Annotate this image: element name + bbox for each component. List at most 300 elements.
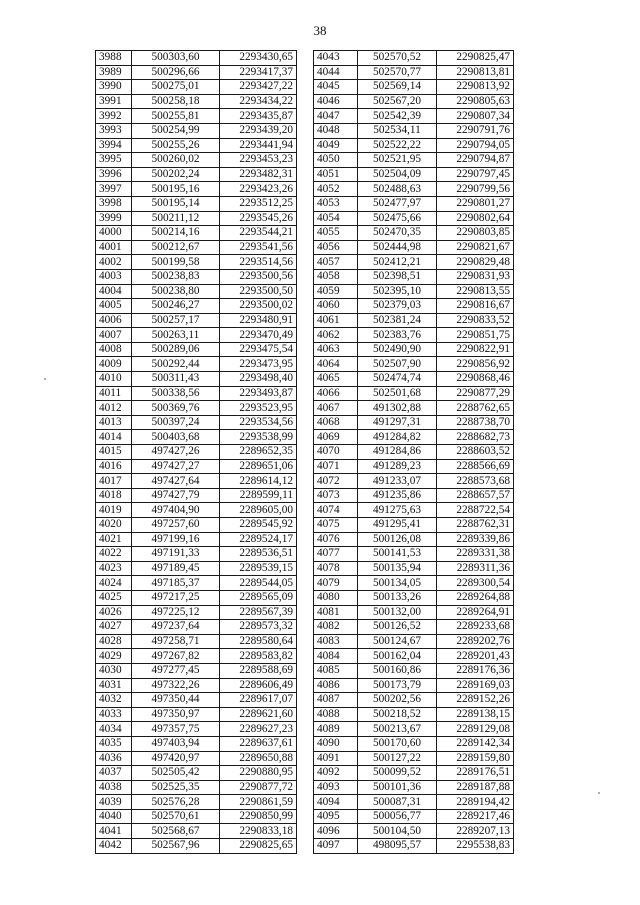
y-coordinate: 2290807,34 — [437, 109, 514, 124]
point-number: 4063 — [314, 342, 358, 357]
x-coordinate: 502567,20 — [358, 94, 437, 109]
x-coordinate: 500160,86 — [358, 663, 437, 678]
x-coordinate: 500134,05 — [358, 576, 437, 591]
table-row — [96, 532, 297, 547]
table-row — [96, 693, 297, 708]
x-coordinate: 502398,51 — [358, 269, 437, 284]
table-row — [314, 824, 514, 839]
table-row — [96, 488, 297, 503]
y-coordinate: 2293417,37 — [220, 65, 297, 80]
point-number: 4067 — [314, 401, 358, 416]
x-coordinate: 500211,12 — [132, 211, 220, 226]
table-row — [96, 605, 297, 620]
x-coordinate: 500202,56 — [358, 693, 437, 708]
x-coordinate: 502505,42 — [132, 766, 220, 781]
table-row — [314, 663, 514, 678]
table-row — [314, 474, 514, 489]
x-coordinate: 500195,16 — [132, 182, 220, 197]
point-number: 4031 — [96, 678, 132, 693]
x-coordinate: 500214,16 — [132, 226, 220, 241]
table-row — [96, 445, 297, 460]
y-coordinate: 2293439,20 — [220, 123, 297, 138]
y-coordinate: 2289588,69 — [220, 663, 297, 678]
table-row — [314, 445, 514, 460]
point-number: 3988 — [96, 51, 132, 66]
point-number: 4006 — [96, 313, 132, 328]
y-coordinate: 2290821,67 — [437, 240, 514, 255]
point-number: 4081 — [314, 605, 358, 620]
point-number: 4036 — [96, 751, 132, 766]
table-row — [314, 196, 514, 211]
y-coordinate: 2293500,02 — [220, 299, 297, 314]
x-coordinate: 500338,56 — [132, 386, 220, 401]
point-number: 4089 — [314, 722, 358, 737]
point-number: 4050 — [314, 153, 358, 168]
point-number: 4057 — [314, 255, 358, 270]
y-coordinate: 2293470,49 — [220, 328, 297, 343]
scan-speck — [598, 792, 600, 794]
point-number: 4083 — [314, 634, 358, 649]
point-number: 4054 — [314, 211, 358, 226]
point-number: 4014 — [96, 430, 132, 445]
point-number: 4097 — [314, 839, 358, 854]
point-number: 4058 — [314, 269, 358, 284]
table-row — [96, 182, 297, 197]
table-row — [96, 153, 297, 168]
y-coordinate: 2290799,56 — [437, 182, 514, 197]
y-coordinate: 2290850,99 — [220, 809, 297, 824]
y-coordinate: 2290829,48 — [437, 255, 514, 270]
y-coordinate: 2289567,39 — [220, 605, 297, 620]
table-row — [96, 109, 297, 124]
x-coordinate: 500202,24 — [132, 167, 220, 182]
table-row — [96, 167, 297, 182]
y-coordinate: 2290813,55 — [437, 284, 514, 299]
y-coordinate: 2289233,68 — [437, 620, 514, 635]
table-row — [314, 269, 514, 284]
table-row — [314, 342, 514, 357]
point-number: 4026 — [96, 605, 132, 620]
table-row — [314, 707, 514, 722]
point-number: 4009 — [96, 357, 132, 372]
x-coordinate: 500099,52 — [358, 766, 437, 781]
point-number: 4056 — [314, 240, 358, 255]
y-coordinate: 2290794,87 — [437, 153, 514, 168]
point-number: 4086 — [314, 678, 358, 693]
table-row — [314, 532, 514, 547]
x-coordinate: 497267,82 — [132, 649, 220, 664]
x-coordinate: 500238,83 — [132, 269, 220, 284]
point-number: 4020 — [96, 518, 132, 533]
x-coordinate: 491284,82 — [358, 430, 437, 445]
point-number: 4068 — [314, 415, 358, 430]
point-number: 4027 — [96, 620, 132, 635]
y-coordinate: 2289129,08 — [437, 722, 514, 737]
point-number: 4066 — [314, 386, 358, 401]
y-coordinate: 2289194,42 — [437, 795, 514, 810]
point-number: 4053 — [314, 196, 358, 211]
x-coordinate: 497427,64 — [132, 474, 220, 489]
table-row — [96, 65, 297, 80]
x-coordinate: 500104,50 — [358, 824, 437, 839]
y-coordinate: 2290805,63 — [437, 94, 514, 109]
table-row — [314, 226, 514, 241]
point-number: 4025 — [96, 590, 132, 605]
x-coordinate: 502542,39 — [358, 109, 437, 124]
point-number: 4042 — [96, 839, 132, 854]
table-row — [314, 284, 514, 299]
point-number: 3995 — [96, 153, 132, 168]
y-coordinate: 2289207,13 — [437, 824, 514, 839]
x-coordinate: 502488,63 — [358, 182, 437, 197]
x-coordinate: 497322,26 — [132, 678, 220, 693]
x-coordinate: 500260,02 — [132, 153, 220, 168]
x-coordinate: 497185,37 — [132, 576, 220, 591]
point-number: 4043 — [314, 51, 358, 66]
coordinates-table-left — [95, 50, 297, 854]
point-number: 4041 — [96, 824, 132, 839]
table-row — [96, 80, 297, 95]
x-coordinate: 502576,28 — [132, 795, 220, 810]
table-row — [96, 663, 297, 678]
y-coordinate: 2288762,31 — [437, 518, 514, 533]
y-coordinate: 2293441,94 — [220, 138, 297, 153]
page-number: 38 — [313, 23, 327, 38]
point-number: 4077 — [314, 547, 358, 562]
table-row — [314, 357, 514, 372]
y-coordinate: 2293541,56 — [220, 240, 297, 255]
y-coordinate: 2290833,52 — [437, 313, 514, 328]
point-number: 4074 — [314, 503, 358, 518]
table-row — [314, 65, 514, 80]
table-row — [96, 561, 297, 576]
x-coordinate: 502504,09 — [358, 167, 437, 182]
point-number: 4046 — [314, 94, 358, 109]
point-number: 4061 — [314, 313, 358, 328]
point-number: 3990 — [96, 80, 132, 95]
table-row — [314, 255, 514, 270]
point-number: 4076 — [314, 532, 358, 547]
table-row — [96, 736, 297, 751]
y-coordinate: 2290856,92 — [437, 357, 514, 372]
point-number: 4080 — [314, 590, 358, 605]
table-row — [314, 590, 514, 605]
x-coordinate: 491284,86 — [358, 445, 437, 460]
x-coordinate: 502568,67 — [132, 824, 220, 839]
x-coordinate: 500173,79 — [358, 678, 437, 693]
y-coordinate: 2289599,11 — [220, 488, 297, 503]
x-coordinate: 497191,33 — [132, 547, 220, 562]
point-number: 4040 — [96, 809, 132, 824]
x-coordinate: 497258,71 — [132, 634, 220, 649]
table-row — [96, 839, 297, 854]
point-number: 4012 — [96, 401, 132, 416]
point-number: 3991 — [96, 94, 132, 109]
x-coordinate: 500199,58 — [132, 255, 220, 270]
point-number: 4013 — [96, 415, 132, 430]
table-row — [96, 255, 297, 270]
point-number: 3998 — [96, 196, 132, 211]
table-row — [96, 94, 297, 109]
coordinates-table-right — [313, 50, 514, 854]
x-coordinate: 500257,17 — [132, 313, 220, 328]
y-coordinate: 2293512,25 — [220, 196, 297, 211]
y-coordinate: 2289573,32 — [220, 620, 297, 635]
x-coordinate: 502570,77 — [358, 65, 437, 80]
table-row — [96, 372, 297, 387]
y-coordinate: 2290880,95 — [220, 766, 297, 781]
table-row — [96, 766, 297, 781]
scan-speck — [44, 378, 46, 380]
x-coordinate: 502501,68 — [358, 386, 437, 401]
table-row — [96, 620, 297, 635]
point-number: 4024 — [96, 576, 132, 591]
y-coordinate: 2293435,87 — [220, 109, 297, 124]
table-row — [96, 634, 297, 649]
point-number: 4096 — [314, 824, 358, 839]
point-number: 4004 — [96, 284, 132, 299]
y-coordinate: 2293544,21 — [220, 226, 297, 241]
point-number: 4010 — [96, 372, 132, 387]
y-coordinate: 2289614,12 — [220, 474, 297, 489]
y-coordinate: 2290861,59 — [220, 795, 297, 810]
table-row — [314, 634, 514, 649]
point-number: 3999 — [96, 211, 132, 226]
x-coordinate: 502522,22 — [358, 138, 437, 153]
x-coordinate: 500126,08 — [358, 532, 437, 547]
y-coordinate: 2293427,22 — [220, 80, 297, 95]
table-row — [314, 780, 514, 795]
y-coordinate: 2289138,15 — [437, 707, 514, 722]
x-coordinate: 497420,97 — [132, 751, 220, 766]
point-number: 4095 — [314, 809, 358, 824]
y-coordinate: 2290794,05 — [437, 138, 514, 153]
y-coordinate: 2288573,68 — [437, 474, 514, 489]
y-coordinate: 2295538,83 — [437, 839, 514, 854]
point-number: 3997 — [96, 182, 132, 197]
y-coordinate: 2289617,07 — [220, 693, 297, 708]
point-number: 4030 — [96, 663, 132, 678]
point-number: 4001 — [96, 240, 132, 255]
point-number: 4055 — [314, 226, 358, 241]
x-coordinate: 497350,44 — [132, 693, 220, 708]
y-coordinate: 2289176,51 — [437, 766, 514, 781]
y-coordinate: 2290802,64 — [437, 211, 514, 226]
y-coordinate: 2290822,91 — [437, 342, 514, 357]
x-coordinate: 500124,67 — [358, 634, 437, 649]
table-row — [96, 590, 297, 605]
x-coordinate: 500254,99 — [132, 123, 220, 138]
x-coordinate: 500369,76 — [132, 401, 220, 416]
y-coordinate: 2289627,23 — [220, 722, 297, 737]
y-coordinate: 2289176,36 — [437, 663, 514, 678]
x-coordinate: 497257,60 — [132, 518, 220, 533]
table-row — [96, 211, 297, 226]
point-number: 4073 — [314, 488, 358, 503]
table-row — [96, 547, 297, 562]
point-number: 4022 — [96, 547, 132, 562]
table-row — [314, 153, 514, 168]
table-row — [96, 415, 297, 430]
point-number: 4028 — [96, 634, 132, 649]
y-coordinate: 2289650,88 — [220, 751, 297, 766]
x-coordinate: 497427,26 — [132, 445, 220, 460]
table-row — [314, 766, 514, 781]
point-number: 4007 — [96, 328, 132, 343]
x-coordinate: 502525,35 — [132, 780, 220, 795]
y-coordinate: 2289583,82 — [220, 649, 297, 664]
table-row — [314, 839, 514, 854]
y-coordinate: 2290803,85 — [437, 226, 514, 241]
table-row — [314, 693, 514, 708]
point-number: 4094 — [314, 795, 358, 810]
point-number: 4008 — [96, 342, 132, 357]
table-row — [96, 824, 297, 839]
y-coordinate: 2293480,91 — [220, 313, 297, 328]
table-row — [96, 386, 297, 401]
x-coordinate: 497404,90 — [132, 503, 220, 518]
table-row — [96, 751, 297, 766]
x-coordinate: 500311,43 — [132, 372, 220, 387]
x-coordinate: 502567,96 — [132, 839, 220, 854]
x-coordinate: 497403,94 — [132, 736, 220, 751]
y-coordinate: 2293498,40 — [220, 372, 297, 387]
table-row — [96, 707, 297, 722]
table-row — [96, 678, 297, 693]
table-row — [314, 138, 514, 153]
y-coordinate: 2289311,36 — [437, 561, 514, 576]
x-coordinate: 500296,66 — [132, 65, 220, 80]
point-number: 4003 — [96, 269, 132, 284]
table-row — [314, 211, 514, 226]
table-row — [314, 401, 514, 416]
table-row — [314, 620, 514, 635]
x-coordinate: 497427,79 — [132, 488, 220, 503]
y-coordinate: 2293430,65 — [220, 51, 297, 66]
table-row — [314, 167, 514, 182]
table-row — [314, 809, 514, 824]
x-coordinate: 500258,18 — [132, 94, 220, 109]
y-coordinate: 2289331,38 — [437, 547, 514, 562]
table-row — [314, 80, 514, 95]
y-coordinate: 2293500,50 — [220, 284, 297, 299]
point-number: 4049 — [314, 138, 358, 153]
x-coordinate: 502474,74 — [358, 372, 437, 387]
point-number: 4071 — [314, 459, 358, 474]
table-row — [96, 226, 297, 241]
point-number: 4029 — [96, 649, 132, 664]
table-row — [314, 299, 514, 314]
x-coordinate: 500275,01 — [132, 80, 220, 95]
y-coordinate: 2289652,35 — [220, 445, 297, 460]
x-coordinate: 502477,97 — [358, 196, 437, 211]
coordinates-table-left-body — [96, 51, 297, 854]
table-row — [96, 809, 297, 824]
x-coordinate: 500126,52 — [358, 620, 437, 635]
x-coordinate: 500255,81 — [132, 109, 220, 124]
x-coordinate: 500246,27 — [132, 299, 220, 314]
table-row — [96, 284, 297, 299]
y-coordinate: 2290877,72 — [220, 780, 297, 795]
point-number: 4069 — [314, 430, 358, 445]
table-row — [314, 503, 514, 518]
x-coordinate: 500141,53 — [358, 547, 437, 562]
x-coordinate: 497427,27 — [132, 459, 220, 474]
table-row — [96, 795, 297, 810]
table-row — [314, 736, 514, 751]
point-number: 4000 — [96, 226, 132, 241]
point-number: 4084 — [314, 649, 358, 664]
point-number: 4034 — [96, 722, 132, 737]
table-row — [96, 357, 297, 372]
y-coordinate: 2293475,54 — [220, 342, 297, 357]
y-coordinate: 2288603,52 — [437, 445, 514, 460]
table-row — [314, 561, 514, 576]
point-number: 4070 — [314, 445, 358, 460]
point-number: 4048 — [314, 123, 358, 138]
table-row — [96, 576, 297, 591]
table-row — [314, 240, 514, 255]
y-coordinate: 2289536,51 — [220, 547, 297, 562]
y-coordinate: 2289264,88 — [437, 590, 514, 605]
y-coordinate: 2288762,65 — [437, 401, 514, 416]
table-row — [314, 678, 514, 693]
y-coordinate: 2289264,91 — [437, 605, 514, 620]
x-coordinate: 491295,41 — [358, 518, 437, 533]
point-number: 4064 — [314, 357, 358, 372]
point-number: 3994 — [96, 138, 132, 153]
point-number: 3992 — [96, 109, 132, 124]
y-coordinate: 2289524,17 — [220, 532, 297, 547]
coordinates-table-right-body — [314, 51, 514, 854]
table-row — [96, 518, 297, 533]
x-coordinate: 502395,10 — [358, 284, 437, 299]
table-row — [314, 722, 514, 737]
x-coordinate: 497350,97 — [132, 707, 220, 722]
y-coordinate: 2289300,54 — [437, 576, 514, 591]
point-number: 4035 — [96, 736, 132, 751]
table-row — [96, 299, 297, 314]
table-row — [96, 328, 297, 343]
y-coordinate: 2290801,27 — [437, 196, 514, 211]
x-coordinate: 500195,14 — [132, 196, 220, 211]
table-row — [96, 430, 297, 445]
x-coordinate: 497217,25 — [132, 590, 220, 605]
x-coordinate: 500213,67 — [358, 722, 437, 737]
y-coordinate: 2289544,05 — [220, 576, 297, 591]
table-row — [314, 182, 514, 197]
y-coordinate: 2289651,06 — [220, 459, 297, 474]
x-coordinate: 500238,80 — [132, 284, 220, 299]
point-number: 4078 — [314, 561, 358, 576]
x-coordinate: 497189,45 — [132, 561, 220, 576]
table-row — [96, 138, 297, 153]
x-coordinate: 497199,16 — [132, 532, 220, 547]
x-coordinate: 491233,07 — [358, 474, 437, 489]
y-coordinate: 2293514,56 — [220, 255, 297, 270]
x-coordinate: 500255,26 — [132, 138, 220, 153]
y-coordinate: 2293534,56 — [220, 415, 297, 430]
table-row — [314, 605, 514, 620]
x-coordinate: 491289,23 — [358, 459, 437, 474]
x-coordinate: 500087,31 — [358, 795, 437, 810]
y-coordinate: 2290825,65 — [220, 839, 297, 854]
point-number: 4005 — [96, 299, 132, 314]
x-coordinate: 500303,60 — [132, 51, 220, 66]
x-coordinate: 502534,11 — [358, 123, 437, 138]
y-coordinate: 2293538,99 — [220, 430, 297, 445]
x-coordinate: 500263,11 — [132, 328, 220, 343]
